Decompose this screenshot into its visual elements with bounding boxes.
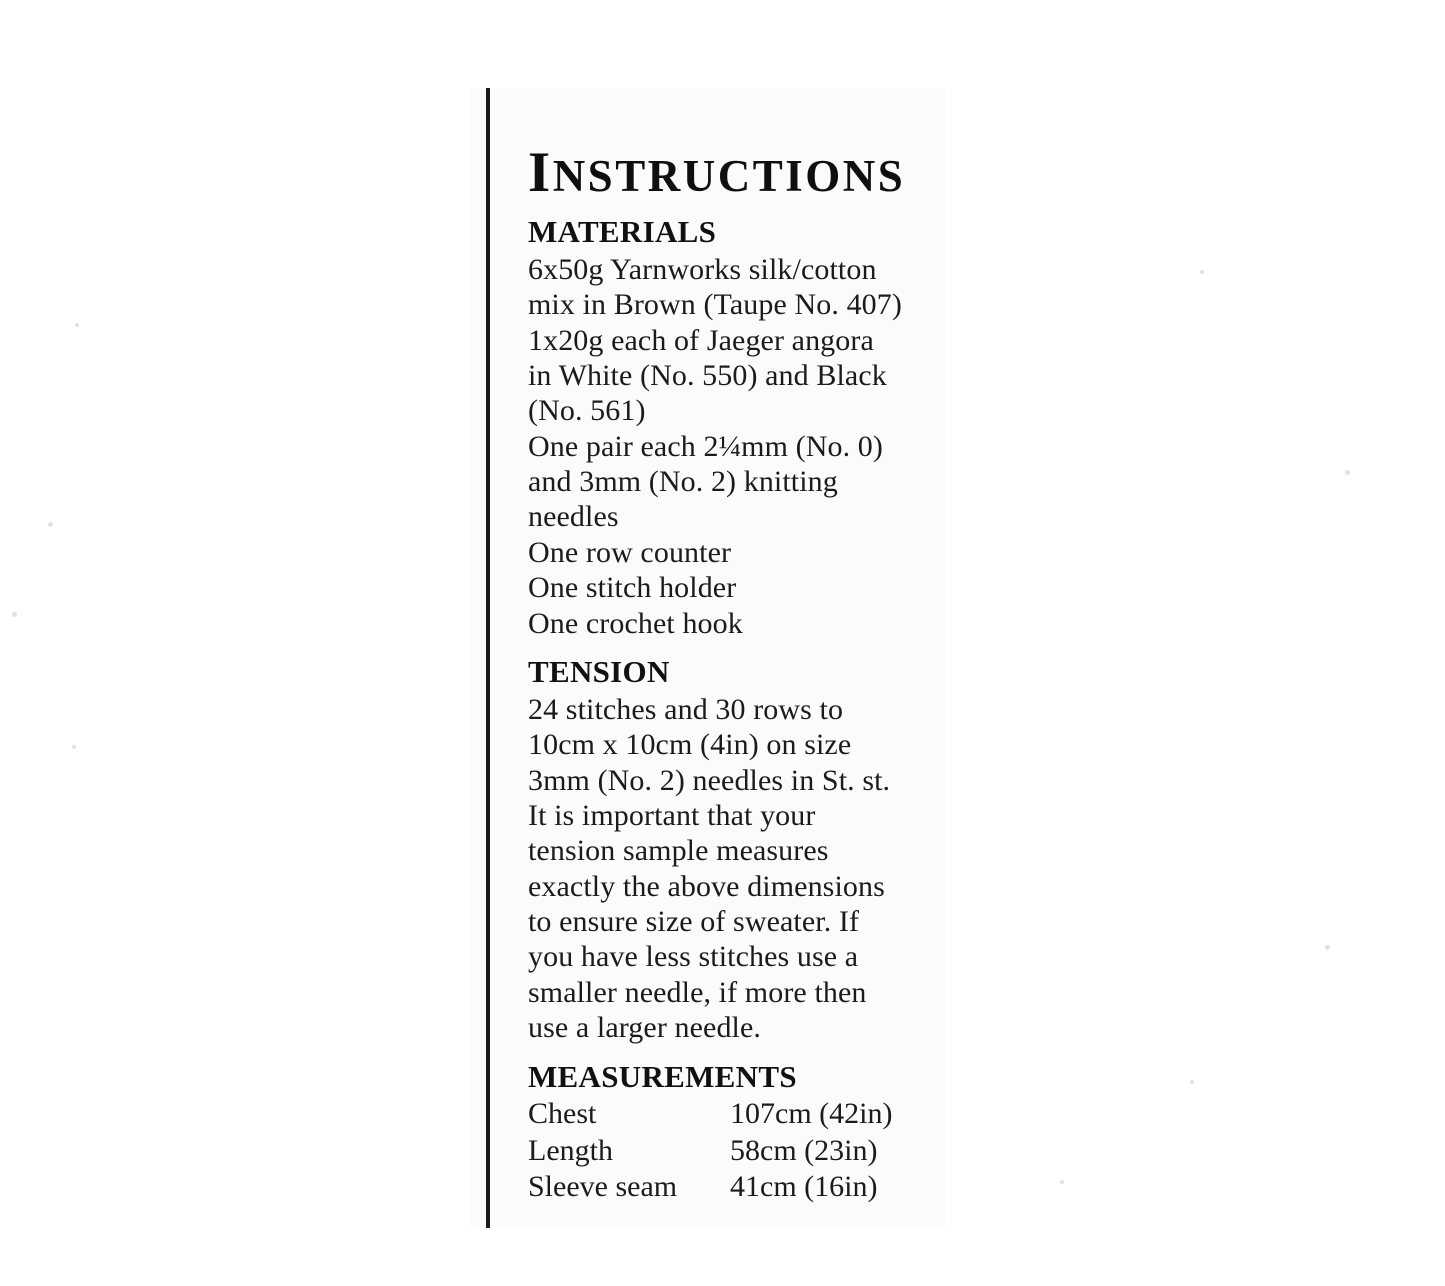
page-title-initial: I (528, 141, 553, 204)
tension-line: to ensure size of sweater. If (528, 905, 860, 939)
materials-line: and 3mm (No. 2) knitting (528, 465, 838, 499)
measurement-value: 58cm (23in) (730, 1133, 878, 1167)
measurement-label: Chest (528, 1097, 597, 1131)
materials-line: mix in Brown (Taupe No. 407) (528, 288, 902, 322)
materials-line: (No. 561) (528, 394, 646, 428)
page-title (528, 141, 942, 204)
tension-line: you have less stitches use a (528, 940, 859, 974)
scan-speckle (1345, 470, 1350, 475)
scan-speckle (1060, 1180, 1064, 1184)
tension-line: tension sample measures (528, 834, 829, 868)
tension-line: use a larger needle. (528, 1011, 761, 1045)
scan-speckle (72, 745, 76, 749)
table-row (528, 1096, 892, 1132)
scan-speckle (1200, 270, 1204, 274)
tension-line: 10cm x 10cm (4in) on size (528, 728, 852, 762)
scan-speckle (75, 323, 79, 327)
tension-line: smaller needle, if more then (528, 975, 867, 1009)
tension-line: 3mm (No. 2) needles in St. st. (528, 763, 891, 797)
materials-line: One stitch holder (528, 571, 737, 605)
section-tension (528, 655, 942, 1046)
scanned-page-column (470, 88, 945, 1228)
materials-line: 1x20g each of Jaeger angora (528, 323, 874, 357)
section-heading-materials: MATERIALS (528, 214, 717, 249)
materials-line: needles (528, 500, 619, 534)
materials-line: One row counter (528, 535, 732, 569)
page-title-rest: NSTRUCTIONS (552, 151, 906, 201)
tension-line: It is important that your (528, 798, 816, 832)
scan-speckle (12, 612, 17, 617)
section-heading-measurements: MEASUREMENTS (528, 1058, 797, 1094)
tension-line: 24 stitches and 30 rows to (528, 692, 844, 726)
materials-line: One pair each 2¼mm (No. 0) (528, 429, 883, 463)
materials-line: One crochet hook (528, 606, 743, 640)
measurement-label: Sleeve seam (528, 1170, 678, 1204)
instructions-document (528, 88, 942, 1212)
section-materials (528, 215, 942, 641)
materials-line: in White (No. 550) and Black (528, 358, 887, 392)
scan-speckle (1325, 945, 1330, 950)
measurement-value: 41cm (16in) (730, 1170, 878, 1204)
table-row (528, 1133, 892, 1169)
table-row (528, 1169, 892, 1205)
materials-line: 6x50g Yarnworks silk/cotton (528, 252, 877, 286)
section-measurements (528, 1060, 942, 1206)
measurement-label: Length (528, 1133, 613, 1167)
scan-speckle (1190, 1080, 1194, 1084)
tension-line: exactly the above dimensions (528, 869, 885, 903)
measurement-value: 107cm (42in) (730, 1097, 893, 1131)
measurements-table (528, 1096, 892, 1205)
section-heading-tension: TENSION (528, 654, 670, 690)
scan-speckle (48, 522, 53, 527)
